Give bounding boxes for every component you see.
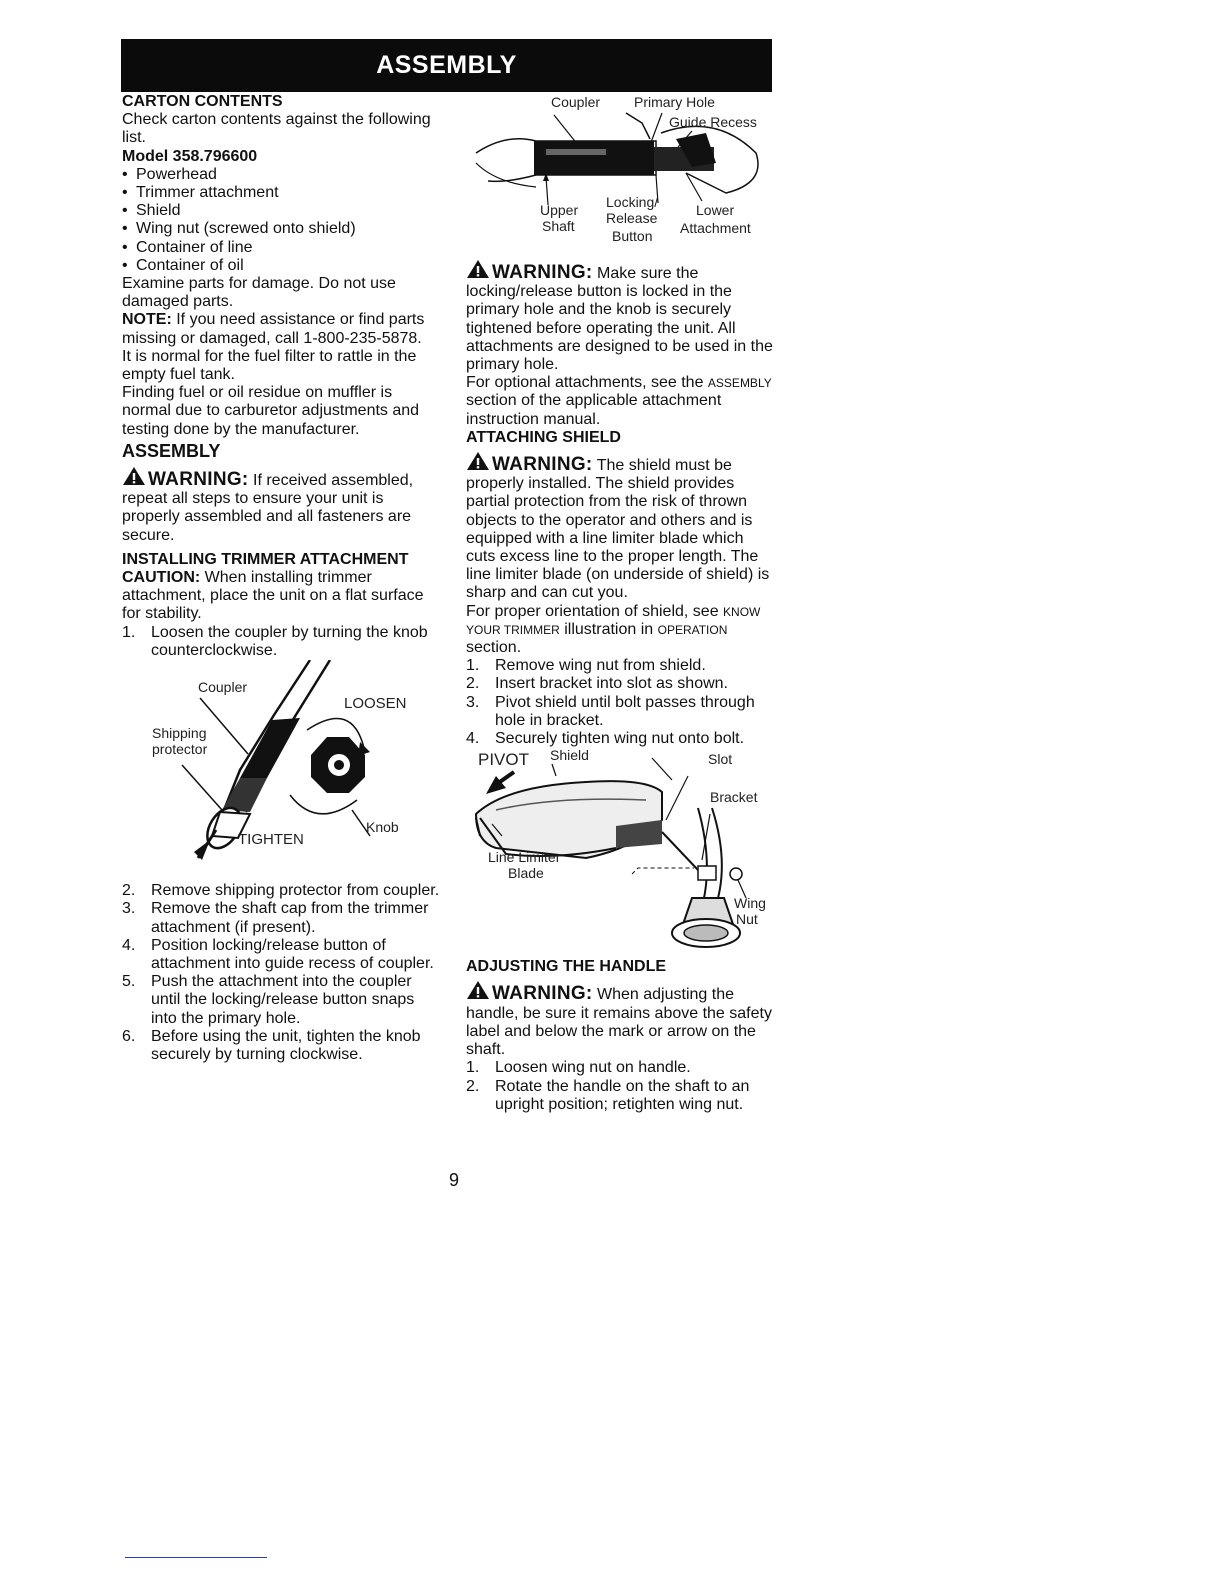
fig-label-shipping: Shipping: [152, 725, 207, 742]
fig-label-coupler: Coupler: [551, 94, 601, 110]
residue-text: Finding fuel or oil residue on muffler is normal due to carburetor adjustments and testing done by the manufacturer.: [122, 384, 420, 438]
warning-label: WARNING:: [492, 983, 593, 1005]
step-number: 1.: [466, 657, 480, 675]
fig-label-shield: Shield: [550, 747, 589, 764]
step-text: Before using the unit, tighten the knob securely by turning clockwise.: [151, 1027, 421, 1063]
warning-text: Make sure the locking/release button is locked in the primary hole and the knob is securely tightened before operating the unit. All attachments are designed to be used in the primary hole.: [466, 265, 773, 374]
list-item: [122, 900, 440, 936]
list-item: • Container of line: [122, 239, 440, 257]
assembly-warning: [122, 466, 440, 545]
note-text: If you need assistance or find parts missing or damaged, call 1-800-235-5878.: [122, 311, 425, 347]
attachment-figure: [466, 93, 776, 255]
warning-triangle-icon: [466, 451, 490, 471]
right-column: [466, 93, 776, 1114]
step-number: 5.: [122, 973, 136, 991]
shield-warning: [466, 451, 776, 603]
left-column: [122, 93, 440, 1064]
step-text: Remove shipping protector from coupler.: [151, 882, 440, 900]
list-item: • Container of oil: [122, 257, 440, 275]
orientation-text: [466, 603, 776, 658]
fig-label-shaft: Shaft: [542, 218, 575, 234]
step-text: Loosen the coupler by turning the knob counterclockwise.: [151, 623, 428, 659]
fig-label-guide-recess: Guide Recess: [669, 114, 757, 130]
list-item: [122, 973, 440, 1028]
warning-label: WARNING:: [492, 454, 593, 476]
caution-paragraph: [122, 569, 440, 624]
section-banner: ASSEMBLY: [121, 39, 772, 92]
list-item: [122, 937, 440, 973]
fig-label-line-limiter: Line Limiter: [488, 849, 561, 866]
fig-label-release: Release: [606, 210, 658, 226]
text-fragment: illustration in: [559, 620, 658, 638]
shield-heading: ATTACHING SHIELD: [466, 428, 621, 446]
list-item: • Powerhead: [122, 166, 440, 184]
install-steps: [122, 882, 440, 1064]
list-item: • Shield: [122, 202, 440, 220]
warning-text: If received assembled, repeat all steps to ensure your unit is properly assembled and all fasteners are secure.: [122, 472, 414, 544]
text-fragment: section of the applicable attachment instruction manual.: [466, 392, 722, 428]
shield-steps: [466, 657, 776, 748]
step-number: 2.: [122, 882, 136, 900]
step-text: Rotate the handle on the shaft to an upright position; retighten wing nut.: [495, 1077, 750, 1113]
list-item: [466, 1078, 776, 1114]
step-number: 2.: [466, 675, 480, 693]
carton-intro: Check carton contents against the following list.: [122, 111, 431, 147]
footer-rule: [125, 1557, 267, 1558]
fig-label-primary-hole: Primary Hole: [634, 94, 715, 110]
list-item: [466, 694, 776, 730]
list-item: • Trimmer attachment: [122, 184, 440, 202]
fig-label-loosen: LOOSEN: [344, 695, 407, 713]
list-item: • Wing nut (screwed onto shield): [122, 220, 440, 238]
list-item: [466, 730, 776, 748]
list-item: [466, 657, 776, 675]
coupler-figure: [122, 660, 440, 882]
handle-heading: ADJUSTING THE HANDLE: [466, 958, 667, 976]
text-fragment: KNOW YOUR TRIMMER: [466, 604, 761, 637]
step-number: 3.: [466, 693, 480, 711]
fig-label-bracket: Bracket: [710, 789, 758, 806]
step-number: 1.: [122, 623, 136, 641]
fig-label-lower: Lower: [696, 202, 735, 218]
warning-triangle-icon: [466, 980, 490, 1000]
assembly-heading: ASSEMBLY: [122, 440, 221, 461]
step-text: Push the attachment into the coupler until the locking/release button snaps into the primary hole.: [151, 973, 415, 1027]
fig-label-button: Button: [612, 228, 653, 244]
install-step-1: [122, 624, 440, 660]
handle-warning: [466, 980, 776, 1059]
list-item: [466, 675, 776, 693]
list-item: [122, 882, 440, 900]
carton-heading: CARTON CONTENTS: [122, 93, 283, 110]
note-paragraph: [122, 311, 440, 347]
fig-label-slot: Slot: [708, 751, 733, 768]
fig-label-tighten: TIGHTEN: [238, 831, 304, 849]
fig-label-pivot: PIVOT: [478, 750, 530, 770]
list-item: [466, 1059, 776, 1077]
text-fragment: section.: [466, 639, 522, 657]
filter-text: It is normal for the fuel filter to rattle in the empty fuel tank.: [122, 347, 417, 384]
step-text: Position locking/release button of attachment into guide recess of coupler.: [151, 936, 434, 972]
optional-attachments-text: [466, 374, 776, 429]
warning-label: WARNING:: [492, 262, 593, 283]
shield-figure: [466, 748, 776, 954]
step-number: 6.: [122, 1027, 136, 1045]
caution-text: When installing trimmer attachment, place the unit on a flat surface for stability.: [122, 569, 424, 623]
fig-label-locking: Locking/: [606, 194, 659, 210]
step-text: Remove wing nut from shield.: [495, 657, 706, 675]
coupler-warning: [466, 259, 776, 374]
step-text: Insert bracket into slot as shown.: [495, 675, 728, 693]
examine-text: Examine parts for damage. Do not use damaged parts.: [122, 275, 396, 311]
fig-label-upper: Upper: [540, 202, 579, 218]
fig-label-attachment: Attachment: [680, 220, 751, 236]
warning-text: The shield must be properly installed. The shield provides partial protection from the risk of thrown objects to the operator and others and is equipped with a line limiter blade which cuts excess line to the proper length. The line limiter blade (on underside of shield) is sharp and can cut you.: [466, 457, 770, 602]
caution-label: CAUTION:: [122, 569, 201, 587]
carton-list: [122, 166, 440, 275]
step-number: 2.: [466, 1077, 480, 1095]
fig-label-wing: Wing: [734, 895, 766, 912]
fig-label-blade: Blade: [508, 865, 544, 882]
fig-label-coupler: Coupler: [198, 679, 248, 696]
text-fragment: For proper orientation of shield, see: [466, 602, 724, 620]
text-fragment: ASSEMBLY: [707, 376, 772, 391]
step-number: 4.: [466, 730, 480, 748]
step-text: Securely tighten wing nut onto bolt.: [495, 730, 745, 748]
warning-label: WARNING:: [148, 469, 249, 491]
list-item: [122, 624, 440, 660]
page-number: 9: [449, 1170, 460, 1190]
text-fragment: OPERATION: [657, 622, 728, 637]
note-label: NOTE:: [122, 311, 172, 329]
handle-steps: [466, 1059, 776, 1114]
fig-label-nut: Nut: [736, 911, 758, 928]
step-number: 3.: [122, 900, 136, 918]
fig-label-knob: Knob: [366, 819, 399, 836]
step-number: 1.: [466, 1059, 480, 1077]
warning-text: When adjusting the handle, be sure it remains above the safety label and below the mark or arrow on the shaft.: [466, 986, 772, 1059]
fig-label-protector: protector: [152, 741, 208, 758]
installing-heading: INSTALLING TRIMMER ATTACHMENT: [122, 550, 409, 568]
step-text: Loosen wing nut on handle.: [495, 1059, 691, 1077]
step-text: Pivot shield until bolt passes through hole in bracket.: [495, 693, 755, 729]
warning-triangle-icon: [122, 466, 146, 486]
coupler-illustration: [122, 660, 440, 882]
model-number: Model 358.796600: [122, 147, 258, 165]
step-number: 4.: [122, 936, 136, 954]
list-item: [122, 1028, 440, 1064]
warning-triangle-icon: [466, 259, 490, 279]
text-fragment: For optional attachments, see the: [466, 374, 708, 392]
step-text: Remove the shaft cap from the trimmer attachment (if present).: [151, 900, 429, 936]
